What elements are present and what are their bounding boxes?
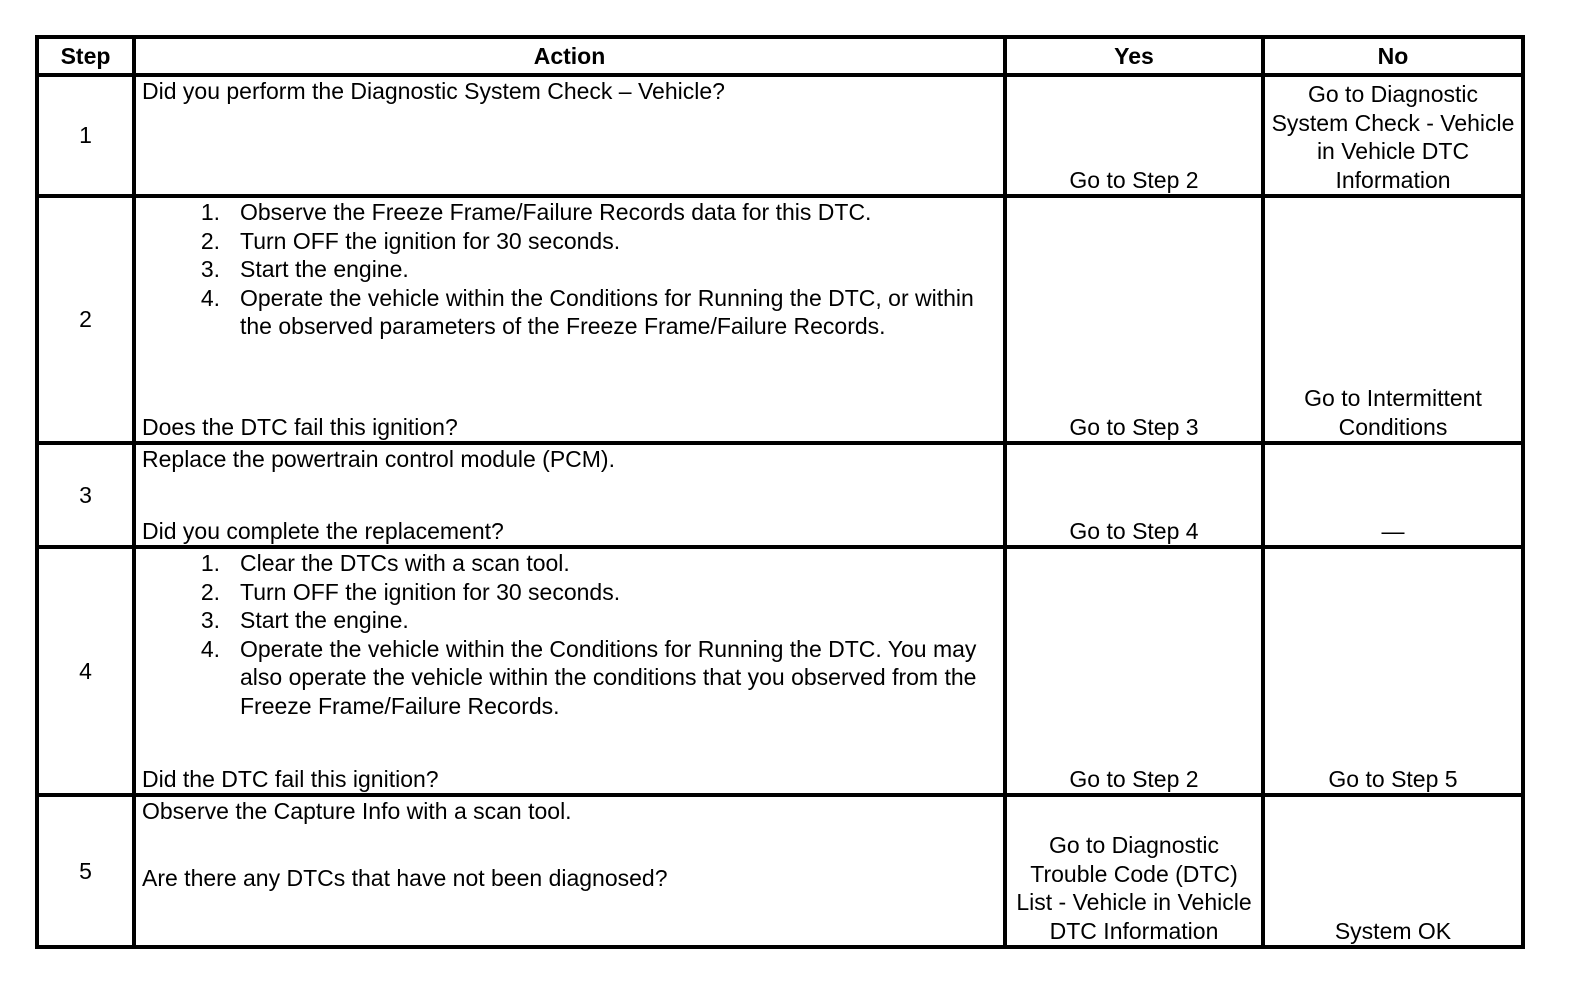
table-row <box>37 547 1523 795</box>
diagnostic-table <box>35 35 1525 949</box>
action-cell <box>134 75 1005 196</box>
yes-cell: Go to Step 3 <box>1005 196 1263 443</box>
header-no: No <box>1263 37 1523 75</box>
step-number: 5 <box>37 795 134 947</box>
action-cell <box>134 547 1005 795</box>
substep-item: 4. Operate the vehicle within the Conditions for Running the DTC. You may also operate the vehicle within the conditions that you observed from the Freeze Frame/Failure Records. <box>200 635 977 719</box>
action-question: Are there any DTCs that have not been diagnosed? <box>142 864 668 891</box>
action-question: Does the DTC fail this ignition? <box>142 413 458 440</box>
header-yes: Yes <box>1005 37 1263 75</box>
header-step: Step <box>37 37 134 75</box>
substep-item: 1. Clear the DTCs with a scan tool. <box>200 550 570 576</box>
action-cell <box>134 443 1005 547</box>
step-number: 2 <box>37 196 134 443</box>
table-row <box>37 443 1523 547</box>
no-cell: Go to Intermittent Conditions <box>1263 196 1523 443</box>
step-number: 1 <box>37 75 134 196</box>
substep-item: 2. Turn OFF the ignition for 30 seconds. <box>200 578 621 605</box>
step-number: 3 <box>37 443 134 547</box>
action-text: Replace the powertrain control module (PCM). <box>142 446 615 472</box>
no-cell: Go to Step 5 <box>1263 547 1523 795</box>
table-row <box>37 196 1523 443</box>
yes-cell: Go to Step 2 <box>1005 547 1263 795</box>
yes-cell: Go to Step 4 <box>1005 443 1263 547</box>
substep-list <box>142 549 997 720</box>
action-question: Did the DTC fail this ignition? <box>142 765 439 792</box>
action-text: Did you perform the Diagnostic System Check – Vehicle? <box>142 78 725 104</box>
header-row <box>37 37 1523 75</box>
action-cell <box>134 795 1005 947</box>
substep-item: 2. Turn OFF the ignition for 30 seconds. <box>200 227 621 254</box>
substep-item: 1. Observe the Freeze Frame/Failure Records data for this DTC. <box>200 199 872 225</box>
no-cell: Go to Diagnostic System Check - Vehicle in Vehicle DTC Information <box>1263 75 1523 196</box>
yes-cell: Go to Diagnostic Trouble Code (DTC) List - Vehicle in Vehicle DTC Information <box>1005 795 1263 947</box>
action-question: Did you complete the replacement? <box>142 517 504 544</box>
action-cell <box>134 196 1005 443</box>
no-cell: — <box>1263 443 1523 547</box>
substep-item: 4. Operate the vehicle within the Conditions for Running the DTC, or within the observed parameters of the Freeze Frame/Failure Records. <box>200 284 974 339</box>
substep-list <box>142 198 997 341</box>
table-row <box>37 795 1523 947</box>
table-row <box>37 75 1523 196</box>
no-cell: System OK <box>1263 795 1523 947</box>
substep-item: 3. Start the engine. <box>200 607 409 633</box>
header-action: Action <box>134 37 1005 75</box>
yes-cell: Go to Step 2 <box>1005 75 1263 196</box>
action-text: Observe the Capture Info with a scan tool. <box>142 798 572 824</box>
step-number: 4 <box>37 547 134 795</box>
substep-item: 3. Start the engine. <box>200 256 409 282</box>
